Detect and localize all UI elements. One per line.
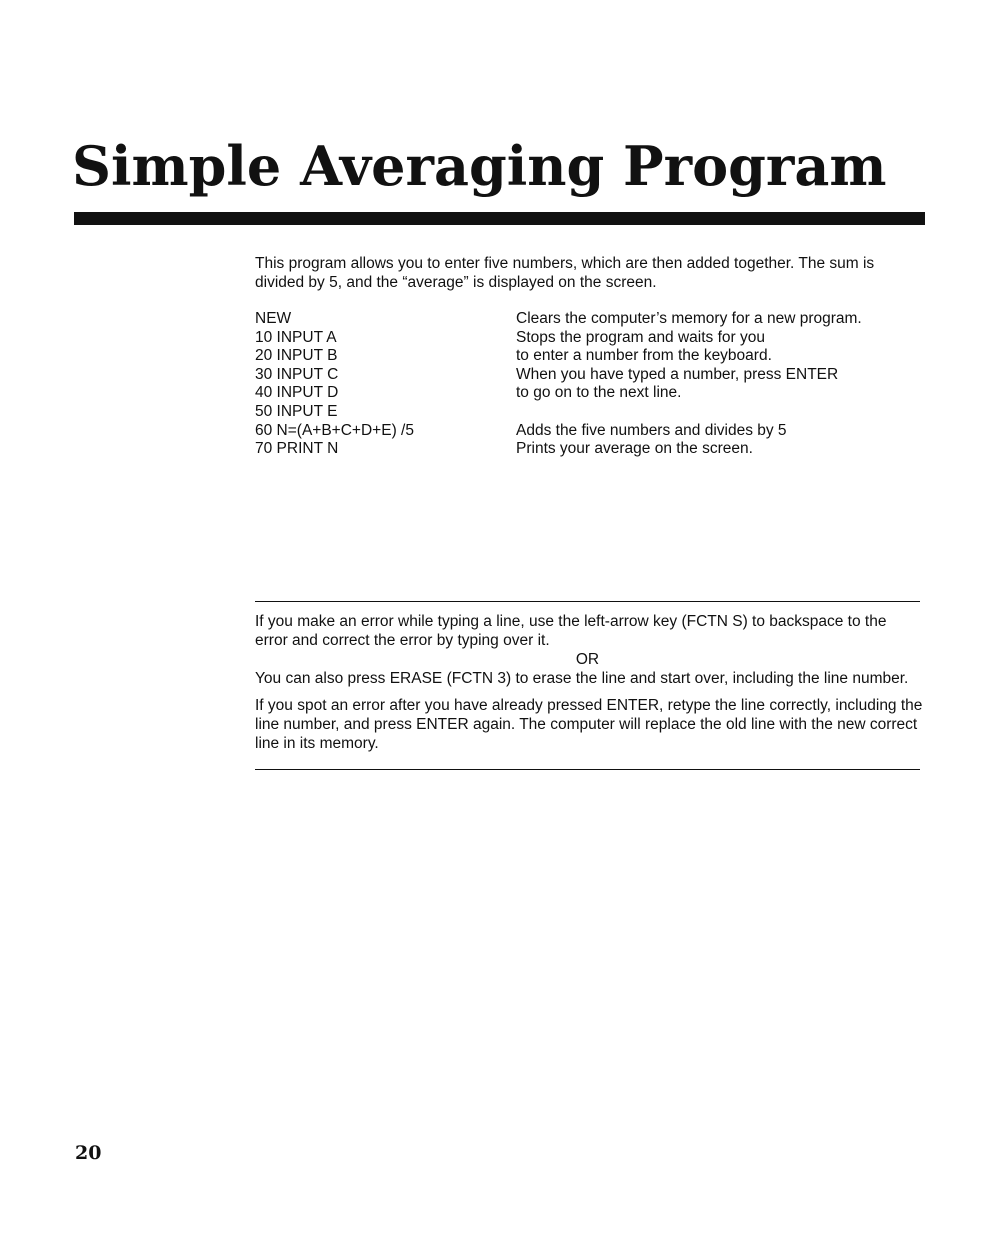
retype-note: If you spot an error after you have already pressed ENTER, retype the line correctly, including the line number, and press ENTER again. The computer will replace the old line with the new correct line in its memory. xyxy=(255,697,923,752)
notes-bottom-rule xyxy=(255,769,920,770)
program-row xyxy=(255,366,925,385)
program-code-line: 50 INPUT E xyxy=(255,402,338,420)
program-row xyxy=(255,384,925,403)
program-code-line: NEW xyxy=(255,310,292,327)
program-row xyxy=(255,310,925,329)
program-row xyxy=(255,347,925,366)
program-row xyxy=(255,422,925,441)
page-title: Simple Averaging Program xyxy=(72,134,887,198)
title-rule xyxy=(74,212,925,225)
program-row xyxy=(255,403,925,422)
program-line-description: to go on to the next line. xyxy=(516,384,682,402)
program-row xyxy=(255,329,925,348)
or-separator: OR xyxy=(575,651,600,668)
program-line-description: Prints your average on the screen. xyxy=(516,440,753,458)
program-code-line: 70 PRINT N xyxy=(255,440,339,458)
program-row xyxy=(255,440,925,459)
program-code-line: 20 INPUT B xyxy=(255,347,338,365)
program-code-line: 10 INPUT A xyxy=(255,328,337,346)
program-line-description: Clears the computer’s memory for a new program. xyxy=(516,310,862,327)
error-correction-notes xyxy=(255,612,923,753)
program-code-line: 40 INPUT D xyxy=(255,384,339,402)
program-line-description: Adds the five numbers and divides by 5 xyxy=(516,421,787,439)
program-line-description: to enter a number from the keyboard. xyxy=(516,347,772,365)
program-code-line: 60 N=(A+B+C+D+E) /5 xyxy=(255,421,414,439)
erase-note: You can also press ERASE (FCTN 3) to erase the line and start over, including the line number. xyxy=(255,670,909,687)
page-number: 20 xyxy=(75,1142,102,1164)
intro-paragraph: This program allows you to enter five numbers, which are then added together. The sum is divided by 5, and the “average” is displayed on the screen. xyxy=(255,255,875,291)
program-line-description: Stops the program and waits for you xyxy=(516,328,765,346)
program-line-description: When you have typed a number, press ENTER xyxy=(516,365,839,383)
backspace-note: If you make an error while typing a line, use the left-arrow key (FCTN S) to backspace to the error and correct the error by typing over it. xyxy=(255,613,887,649)
program-listing xyxy=(255,310,925,459)
notes-top-rule xyxy=(255,601,920,602)
program-code-line: 30 INPUT C xyxy=(255,365,339,383)
